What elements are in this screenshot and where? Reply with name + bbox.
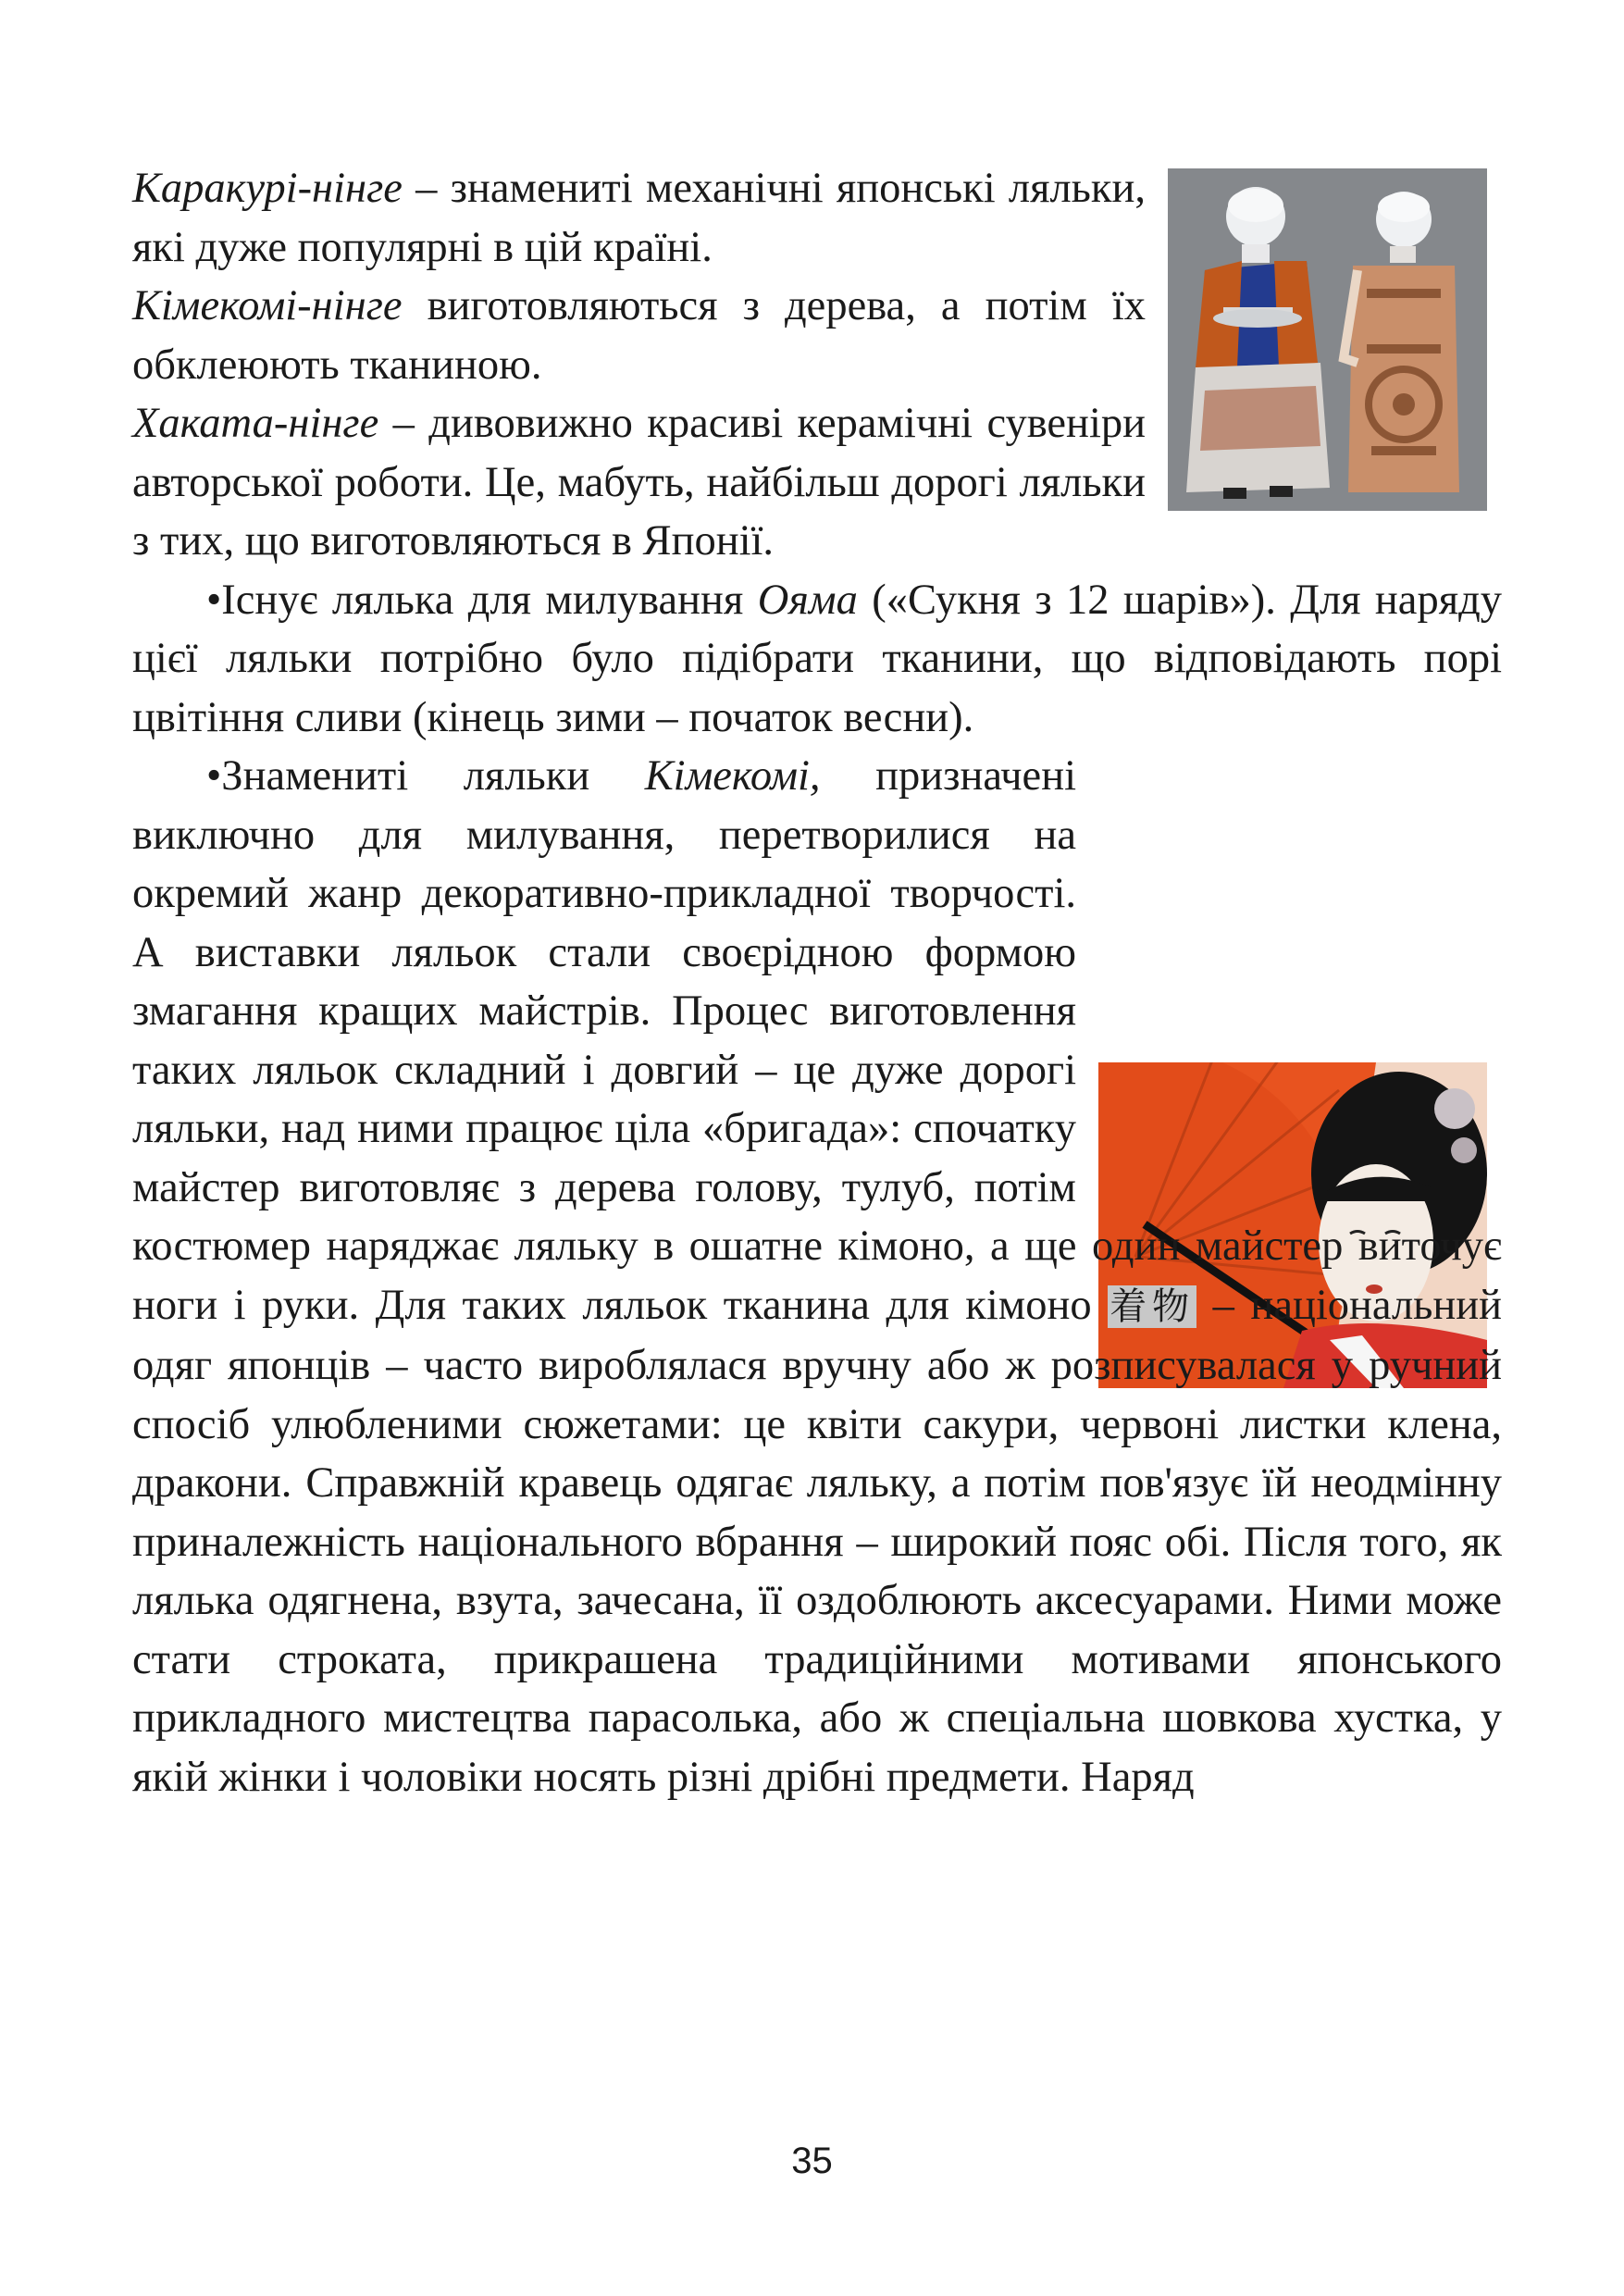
paragraph-oyama xyxy=(132,571,1502,748)
figure-top-spacer xyxy=(1183,159,1502,498)
term-hakata: Хаката-нінге xyxy=(132,400,379,447)
text-hakata: – дивовижно красиві керамічні сувеніри авторської роботи. Це, мабуть, найбільш дорогі ляльки з тих, що виготовляються в Японії. xyxy=(132,400,1146,565)
text-kimekomi-3: – національний одяг японців – часто вироблялася вручну або ж розписувалася у ручний спосіб улюбленими сюжетами: це квіти сакури, червоні листки клена, дракони. Справжній кравець одягає ляльку, а потім пов'язує їй неодмінну приналежність національного вбрання – широкий пояс обі. Після того, як лялька одягнена, взута, зачесана, її оздоблюють аксесуарами. Ними може стати строката, прикрашена традиційними мотивами японського прикладного мистецтва парасолька, або ж спеціальна шовкова хустка, у якій жінки і чоловіки носять різні дрібні предмети. Наряд xyxy=(132,1281,1503,1801)
term-karakuri: Каракурі-нінге xyxy=(132,165,403,212)
figure-bottom-spacer xyxy=(1113,751,1502,1168)
text-kimekomi: виготовляються з дерева, а потім їх обклеюють тканиною. xyxy=(132,282,1146,389)
term-kimekomi: Кімекомі-нінге xyxy=(132,282,403,329)
body-text xyxy=(132,159,1502,1806)
paragraph-kimekomi-dolls xyxy=(132,747,1502,1806)
term-oyama: Ояма xyxy=(757,576,858,624)
text-kimekomi-1: •Знамениті ляльки xyxy=(206,752,645,800)
text-karakuri: – знамениті механічні японські ляльки, які дуже популярні в цій країні. xyxy=(132,165,1146,271)
kimono-kanji: 着物 xyxy=(1110,1285,1196,1328)
text-oyama-1: •Існує лялька для милування xyxy=(206,576,758,624)
term-kimekomi-2: Кімекомі, xyxy=(644,752,821,800)
page-number: 35 xyxy=(791,2141,833,2181)
text-kimekomi-2: призначені виключно для милування, перетворилися на окремий жанр декоративно-прикладної творчості. А виставки ляльок стали своєрідною формою змагання кращих майстрів. Процес виготовлення таких ляльок складний і довгий – це дуже дорогі ляльки, над ними працює ціла «бригада»: спочатку майстер виготовляє з дерева голову, тулуб, потім костюмер наряджає ляльку в ошатне кімоно, а ще один майстер виточує ноги і руки. Для таких ляльок тканина для кімоно xyxy=(132,752,1502,1329)
text-oyama-2: («Сукня з 12 шарів»). Для наряду цієї ляльки потрібно було підібрати тканини, що відповідають порі цвітіння сливи (кінець зими – початок весни). xyxy=(132,576,1502,741)
